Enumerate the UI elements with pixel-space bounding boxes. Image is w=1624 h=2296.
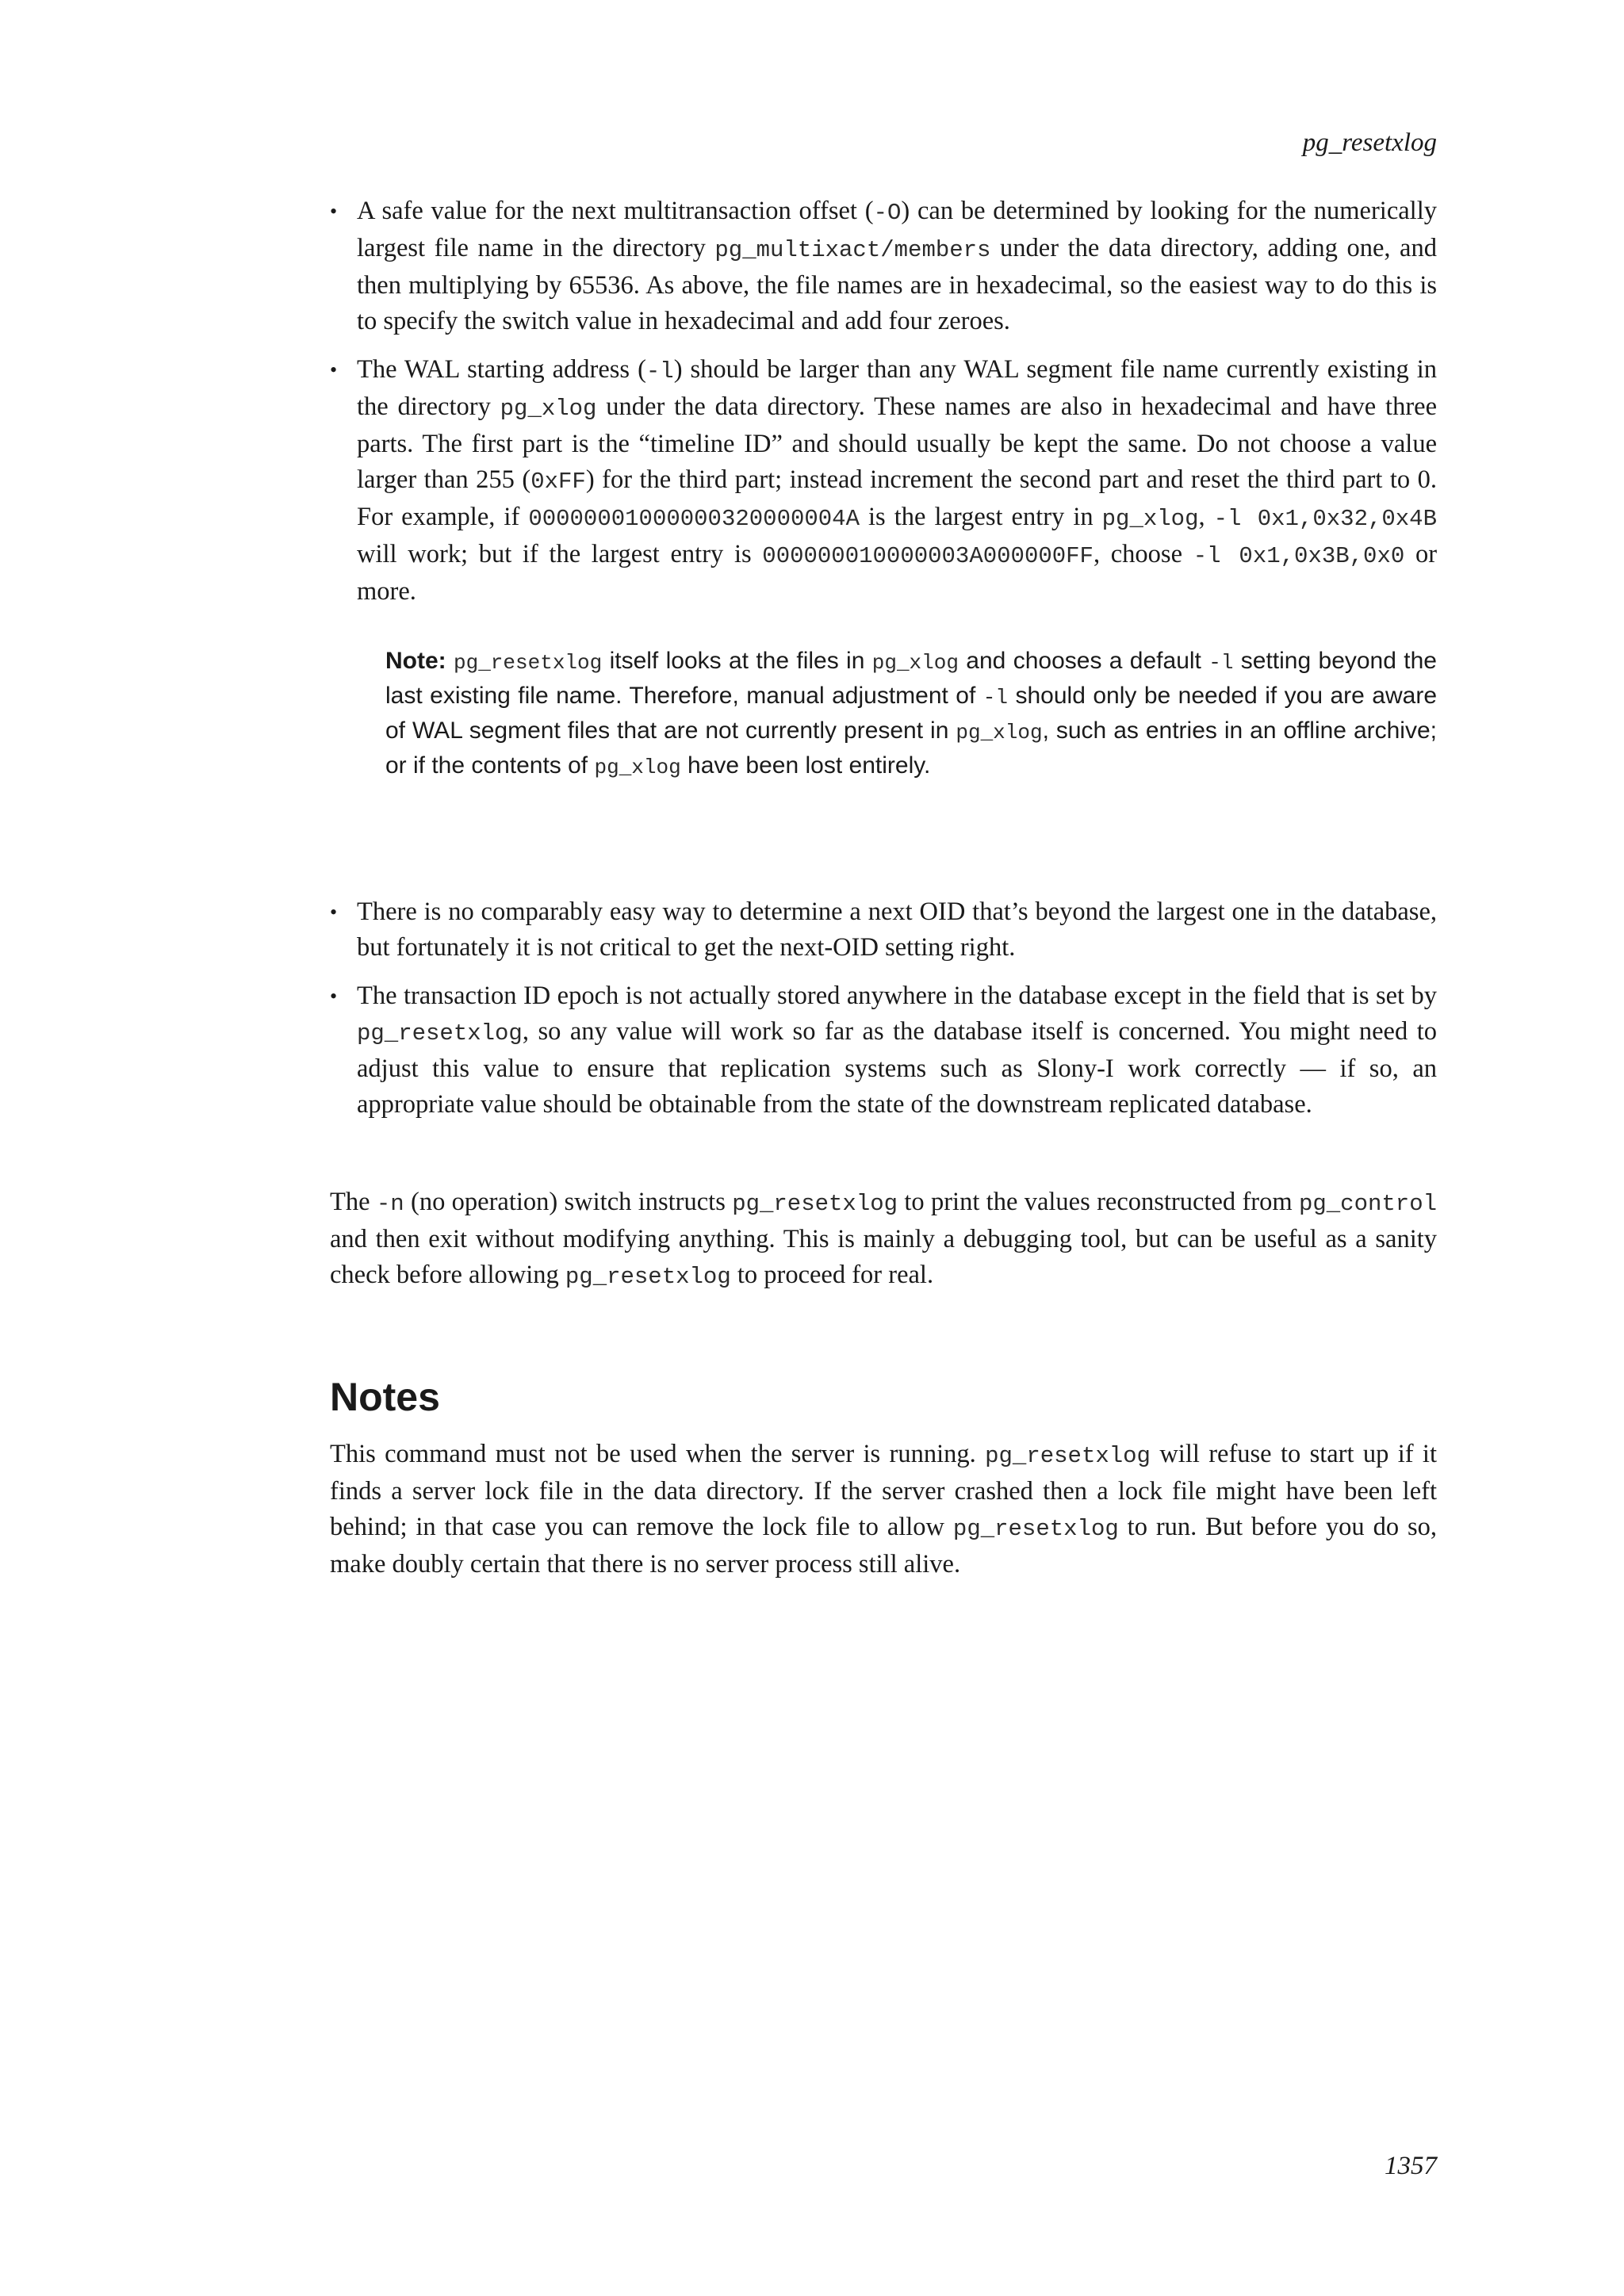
code-command: pg_resetxlog: [454, 651, 603, 675]
running-head: pg_resetxlog: [1302, 128, 1437, 157]
paragraph-no-operation: [330, 1184, 1437, 1295]
text-span: and chooses a default: [958, 648, 1209, 674]
code-path: pg_xlog: [1101, 506, 1199, 532]
code-command: pg_resetxlog: [357, 1020, 523, 1047]
code-switch: -l: [982, 686, 1009, 710]
text-span: The: [330, 1188, 377, 1216]
note-label: Note:: [385, 648, 446, 674]
text-span: This command must not be used when the server is running.: [330, 1440, 986, 1468]
bullet-list-bottom: [330, 894, 1437, 1123]
paragraph: [330, 1437, 1437, 1582]
bullet-item-multixact-offset: [330, 193, 1437, 339]
note-box: [385, 645, 1437, 784]
text-span: , so any value will work so far as the database itself is concerned. You might need to adjust this value to ensure that replication systems such as Slony-I work correctly — if so, an appropriate value should be obtainable from the state of the downstream replicated database.: [357, 1017, 1437, 1119]
text-span: will refuse to start up if it finds a server lock file in the data directory. If the server crashed then a lock file might have been left behind; in that case you can remove the lock file to allow: [330, 1440, 1437, 1541]
text-span: is the largest entry in: [859, 503, 1102, 531]
code-command: pg_resetxlog: [565, 1264, 731, 1290]
text-span: ) should be larger than any WAL segment file name currently existing in the directory: [357, 355, 1437, 421]
code-switch: -n: [376, 1191, 404, 1217]
bullet-block-top: [330, 193, 1437, 784]
code-command: pg_resetxlog: [952, 1516, 1119, 1542]
text-span: and then exit without modifying anything. This is mainly a debugging tool, but can be useful as a sanity check before allowing: [330, 1225, 1437, 1289]
code-value: 0xFF: [530, 469, 586, 495]
code-path: pg_xlog: [956, 721, 1043, 744]
text-span: The WAL starting address (: [357, 355, 646, 384]
text-span: , choose: [1093, 540, 1193, 568]
text-span: itself looks at the files in: [602, 648, 872, 674]
text-span: to run. But before you do so, make doubly certain that there is no server process still alive.: [330, 1513, 1437, 1578]
text-span: to proceed for real.: [730, 1261, 934, 1289]
page-number: 1357: [1385, 2152, 1437, 2180]
code-path: pg_multixact/members: [714, 237, 991, 263]
text-span: , such as entries in an offline archive; or if the contents of: [385, 718, 1437, 779]
bullet-list-top: [330, 193, 1437, 610]
text-span: There is no comparably easy way to determine a next OID that’s beyond the largest one in the database, but fortunately it is not critical to get the next-OID setting right.: [357, 897, 1437, 962]
bullet-item-wal-address: [330, 352, 1437, 610]
text-span: under the data directory. These names are also in hexadecimal and have three parts. The first part is the “timeline ID” and should usually be kept the same. Do not choose a value larger than 255 (: [357, 392, 1437, 494]
code-path: pg_xlog: [594, 756, 681, 779]
text-span: ,: [1198, 503, 1214, 531]
text-span: (no operation) switch instructs: [404, 1188, 733, 1216]
code-path: pg_xlog: [500, 396, 597, 422]
code-filename: 00000001000000320000004A: [528, 506, 860, 532]
code-command: pg_resetxlog: [985, 1443, 1151, 1469]
text-span: to print the values reconstructed from: [898, 1188, 1299, 1216]
code-switch: -l: [1208, 651, 1234, 675]
code-switch-value: -l 0x1,0x3B,0x0: [1193, 543, 1405, 569]
text-span: setting beyond the last existing file name. Therefore, manual adjustment of: [385, 648, 1437, 709]
text-span: will work; but if the largest entry is: [357, 540, 763, 568]
notes-section: [330, 1373, 1437, 1582]
code-path: pg_xlog: [871, 651, 959, 675]
text-span: should only be needed if you are aware of WAL segment files that are not currently present in: [385, 683, 1437, 744]
bullet-block-bottom: [330, 894, 1437, 1135]
code-switch-value: -l 0x1,0x32,0x4B: [1213, 506, 1437, 532]
code-command: pg_resetxlog: [732, 1191, 898, 1217]
code-switch: -l: [645, 358, 674, 385]
text-span: have been lost entirely.: [680, 752, 931, 779]
text-span: or more.: [357, 540, 1438, 606]
text-span: A safe value for the next multitransaction offset (: [357, 197, 874, 225]
code-file: pg_control: [1298, 1191, 1437, 1217]
code-filename: 000000010000003A000000FF: [762, 543, 1094, 569]
text-span: ) for the third part; instead increment the second part and reset the third part to 0. For example, if: [357, 465, 1437, 531]
text-span: under the data directory, adding one, and then multiplying by 65536. As above, the file names are in hexadecimal, so the easiest way to do this is to specify the switch value in hexadecimal and add four zeroes.: [357, 234, 1437, 335]
paragraph: [330, 1184, 1437, 1295]
text-span: ) can be determined by looking for the numerically largest file name in the directory: [357, 197, 1437, 262]
text-span: The transaction ID epoch is not actually stored anywhere in the database except in the field that is set by: [357, 982, 1437, 1010]
bullet-item-xid-epoch: [330, 978, 1437, 1123]
code-switch: -O: [873, 200, 902, 226]
section-heading-notes: Notes: [330, 1375, 440, 1419]
bullet-item-next-oid: [330, 894, 1437, 966]
